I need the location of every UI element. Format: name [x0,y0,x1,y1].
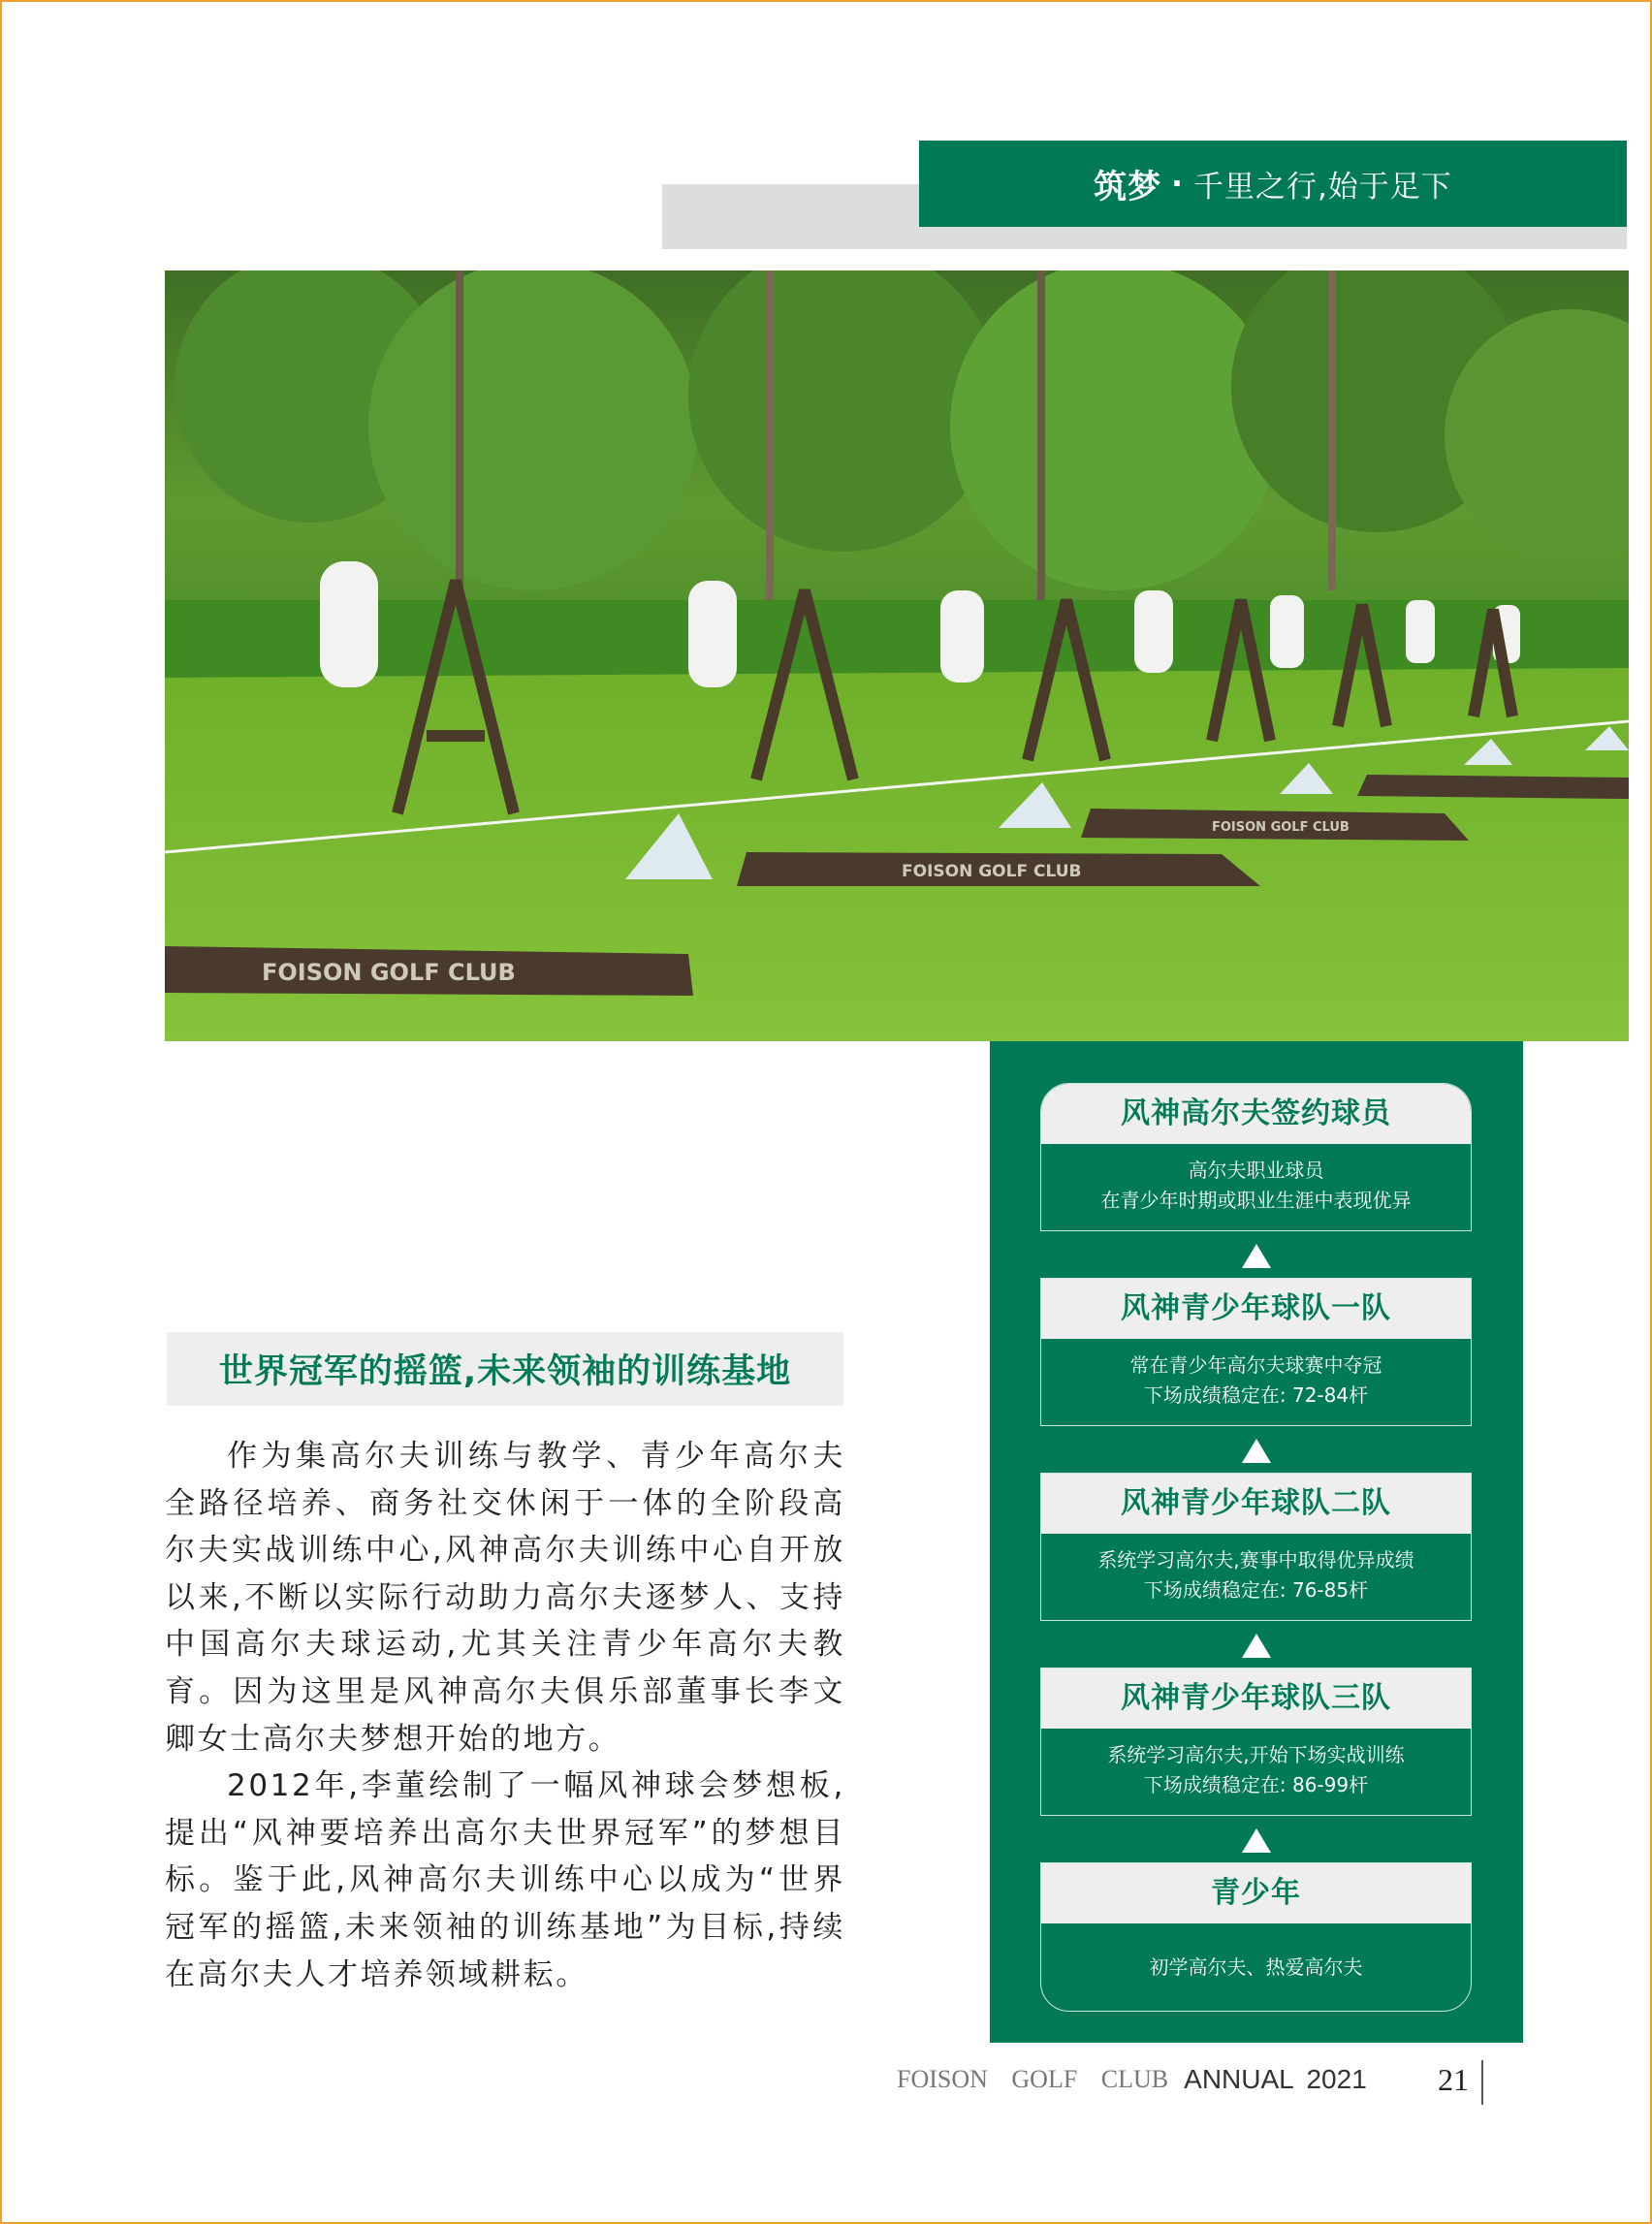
pathway-level-title: 风神青少年球队三队 [1041,1668,1471,1729]
pathway-level-4 [1040,1668,1472,1816]
sign-text: FOISON GOLF CLUB [262,959,516,986]
header-title-bold: 筑梦 [1094,168,1162,207]
pathway-level-3 [1040,1473,1472,1621]
section-heading: 世界冠军的摇篮,未来领袖的训练基地 [167,1332,843,1406]
desc-line: 高尔夫职业球员 [1188,1159,1324,1182]
header-title-rest: 千里之行,始于足下 [1192,170,1452,205]
article-paragraph-1: 作为集高尔夫训练与教学、青少年高尔夫全路径培养、商务社交休闲于一体的全阶段高尔夫实战训练中心,风神高尔夫训练中心自开放以来,不断以实际行动助力高尔夫逐梦人、支持中国高尔夫球运动,尤其关注青少年高尔夫教育。因为这里是风神高尔夫俱乐部董事长李文卿女士高尔夫梦想开始的地方。 [165,1439,845,1757]
golf-range-photo [165,270,1629,1041]
header-title-box [919,141,1627,227]
sign-text-3: FOISON GOLF CLUB [1212,820,1350,835]
desc-line: 系统学习高尔夫,赛事中取得优异成绩 [1097,1548,1414,1572]
pathway-level-title: 风神青少年球队二队 [1041,1474,1471,1534]
desc-line: 下场成绩稳定在: 76-85杆 [1143,1578,1369,1602]
triangle-up-icon [1242,1244,1271,1268]
desc-line: 常在青少年高尔夫球赛中夺冠 [1129,1353,1382,1377]
pathway-level-2 [1040,1278,1472,1426]
article-paragraph-2: 2012年,李董绘制了一幅风神球会梦想板,提出“风神要培养出高尔夫世界冠军”的梦想目标。鉴于此,风神高尔夫训练中心以成为“世界冠军的摇篮,未来领袖的训练基地”为目标,持续在高尔夫人才培养领域耕耘。 [165,1768,845,1992]
desc-line: 系统学习高尔夫,开始下场实战训练 [1107,1743,1405,1766]
pathway-level-title: 风神青少年球队一队 [1041,1279,1471,1339]
triangle-up-icon [1242,1439,1271,1463]
pathway-level-title: 风神高尔夫签约球员 [1041,1084,1471,1144]
pathway-level-desc [1041,1534,1471,1620]
pathway-level-desc [1041,1144,1471,1230]
article-body [165,1433,845,1998]
desc-line: 初学高尔夫、热爱高尔夫 [1149,1955,1363,1979]
triangle-up-icon [1242,1828,1271,1853]
pathway-level-title: 青少年 [1041,1863,1471,1923]
footer-annual: ANNUAL 2021 [1184,2064,1367,2094]
page-number-divider [1481,2060,1483,2105]
pathway-level-desc [1041,1923,1471,2011]
pathway-level-1 [1040,1083,1472,1231]
header-separator: · [1171,166,1184,202]
desc-line: 下场成绩稳定在: 86-99杆 [1143,1773,1369,1796]
player-pathway-panel [990,1041,1523,2043]
photo-illustration [165,270,1629,1041]
pathway-level-desc [1041,1729,1471,1815]
pathway-level-desc [1041,1339,1471,1425]
page-footer [897,2055,1469,2104]
page-number: 21 [1438,2061,1469,2097]
pathway-level-5 [1040,1862,1472,2012]
desc-line: 下场成绩稳定在: 72-84杆 [1143,1383,1369,1407]
triangle-up-icon [1242,1634,1271,1658]
footer-brand: FOISON GOLF CLUB [897,2065,1169,2093]
desc-line: 在青少年时期或职业生涯中表现优异 [1100,1189,1412,1212]
sign-text-2: FOISON GOLF CLUB [902,862,1082,881]
